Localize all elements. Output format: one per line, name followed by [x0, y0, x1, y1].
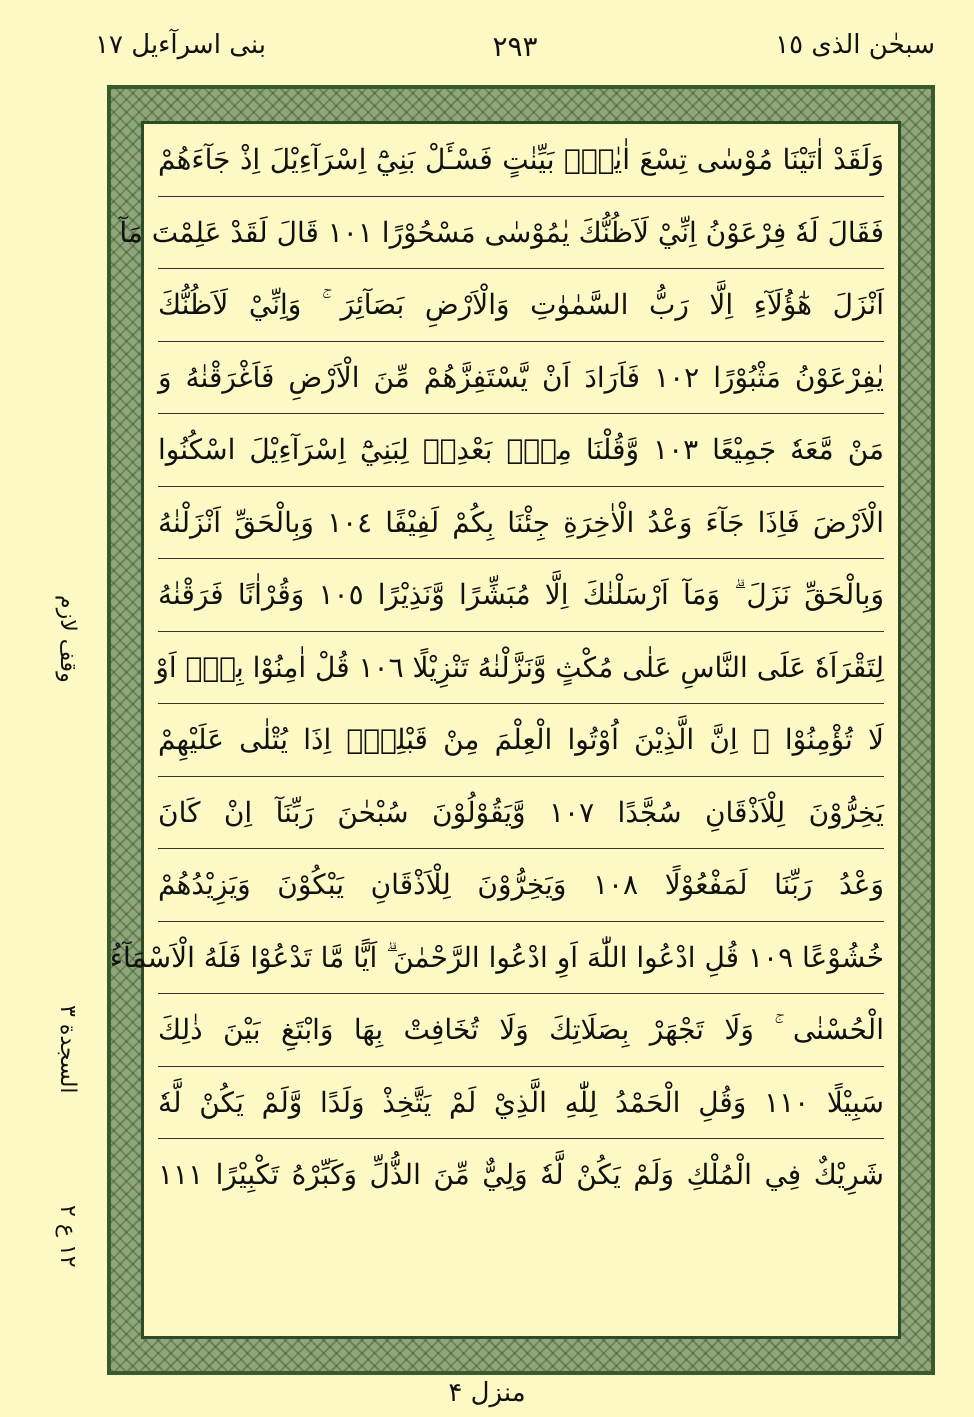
verse-line: وَعْدُ رَبِّنَا لَمَفْعُوْلًا ١٠٨ وَيَخِرُّوْنَ لِلْاَذْقَانِ يَبْكُوْنَ وَيَزِيْدُهُمْ — [158, 849, 884, 922]
verse-line: يٰفِرْعَوْنُ مَثْبُوْرًا ١٠٢ فَاَرَادَ اَنْ يَّسْتَفِزَّهُمْ مِّنَ الْاَرْضِ فَاَغْرَقْنٰهُ وَ — [158, 342, 884, 415]
verse-line: لَا تُؤْمِنُوْا ۗ اِنَّ الَّذِيْنَ اُوْتُوا الْعِلْمَ مِنْ قَبْلِهٖٓ اِذَا يُتْلٰى عَلَيْهِمْ — [158, 704, 884, 777]
page-header — [95, 30, 935, 70]
surah-label: بنی اسرآءیل ١٧ — [95, 30, 266, 60]
verse-text-area — [109, 121, 901, 1339]
juz-label: سبحٰن الذی ١٥ — [775, 30, 935, 60]
verse-line: وَلَقَدْ اٰتَيْنَا مُوْسٰى تِسْعَ اٰيٰتٍۢ بَيِّنٰتٍ فَسْـَٔلْ بَنِيْٓ اِسْرَآءِيْلَ اِذْ جَآءَهُمْ — [158, 124, 884, 197]
verse-line: فَقَالَ لَهٗ فِرْعَوْنُ اِنِّيْ لَاَظُنُّكَ يٰمُوْسٰى مَسْحُوْرًا ١٠١ قَالَ لَقَدْ عَلِمْتَ مَآ — [158, 197, 884, 270]
manzil-label: منزل ۴ — [448, 1378, 526, 1408]
page-footer — [0, 1378, 974, 1408]
margin-note-ruku: ١٢ ع ٢ — [55, 1205, 80, 1268]
verse-line: اَنْزَلَ هٰٓؤُلَآءِ اِلَّا رَبُّ السَّمٰوٰتِ وَالْاَرْضِ بَصَآئِرَ ۚ وَاِنِّيْ لَاَظُنُّكَ — [158, 269, 884, 342]
margin-note-waqf: وقف لازم — [55, 595, 80, 683]
verse-line: يَخِرُّوْنَ لِلْاَذْقَانِ سُجَّدًا ١٠٧ وَّيَقُوْلُوْنَ سُبْحٰنَ رَبِّنَآ اِنْ كَانَ — [158, 777, 884, 850]
margin-note-sajda: السجدة ٣ — [55, 1005, 80, 1094]
page-number: ٢٩٣ — [492, 30, 538, 63]
verse-line: خُشُوْعًا ١٠٩ قُلِ ادْعُوا اللّٰهَ اَوِ ادْعُوا الرَّحْمٰنَ ۗ اَيًّا مَّا تَدْعُوْا فَلَهُ الْاَسْمَآءُ — [158, 922, 884, 995]
verse-line: الْحُسْنٰى ۚ وَلَا تَجْهَرْ بِصَلَاتِكَ وَلَا تُخَافِتْ بِهَا وَابْتَغِ بَيْنَ ذٰلِكَ — [158, 994, 884, 1067]
verse-line: مَنْ مَّعَهٗ جَمِيْعًا ١٠٣ وَّقُلْنَا مِنْۢ بَعْدِهٖ لِبَنِيْٓ اِسْرَآءِيْلَ اسْكُنُوا — [158, 414, 884, 487]
decorative-border-frame — [107, 85, 935, 1375]
verse-line: وَبِالْحَقِّ نَزَلَ ۗ وَمَآ اَرْسَلْنٰكَ اِلَّا مُبَشِّرًا وَّنَذِيْرًا ١٠٥ وَقُرْاٰنًا فَرَقْنٰهُ — [158, 559, 884, 632]
verse-line: لِتَقْرَاَهٗ عَلَى النَّاسِ عَلٰى مُكْثٍ وَّنَزَّلْنٰهُ تَنْزِيْلًا ١٠٦ قُلْ اٰمِنُوْا بِهٖٓ اَوْ — [158, 632, 884, 705]
verse-line: الْاَرْضَ فَاِذَا جَآءَ وَعْدُ الْاٰخِرَةِ جِئْنَا بِكُمْ لَفِيْفًا ١٠٤ وَبِالْحَقِّ اَنْزَلْنٰهُ — [158, 487, 884, 560]
verse-line: سَبِيْلًا ١١٠ وَقُلِ الْحَمْدُ لِلّٰهِ الَّذِيْ لَمْ يَتَّخِذْ وَلَدًا وَّلَمْ يَكُنْ لَّهٗ — [158, 1067, 884, 1140]
verse-line: شَرِيْكٌ فِي الْمُلْكِ وَلَمْ يَكُنْ لَّهٗ وَلِيٌّ مِّنَ الذُّلِّ وَكَبِّرْهُ تَكْبِيْرًا ١١١ — [158, 1158, 884, 1191]
